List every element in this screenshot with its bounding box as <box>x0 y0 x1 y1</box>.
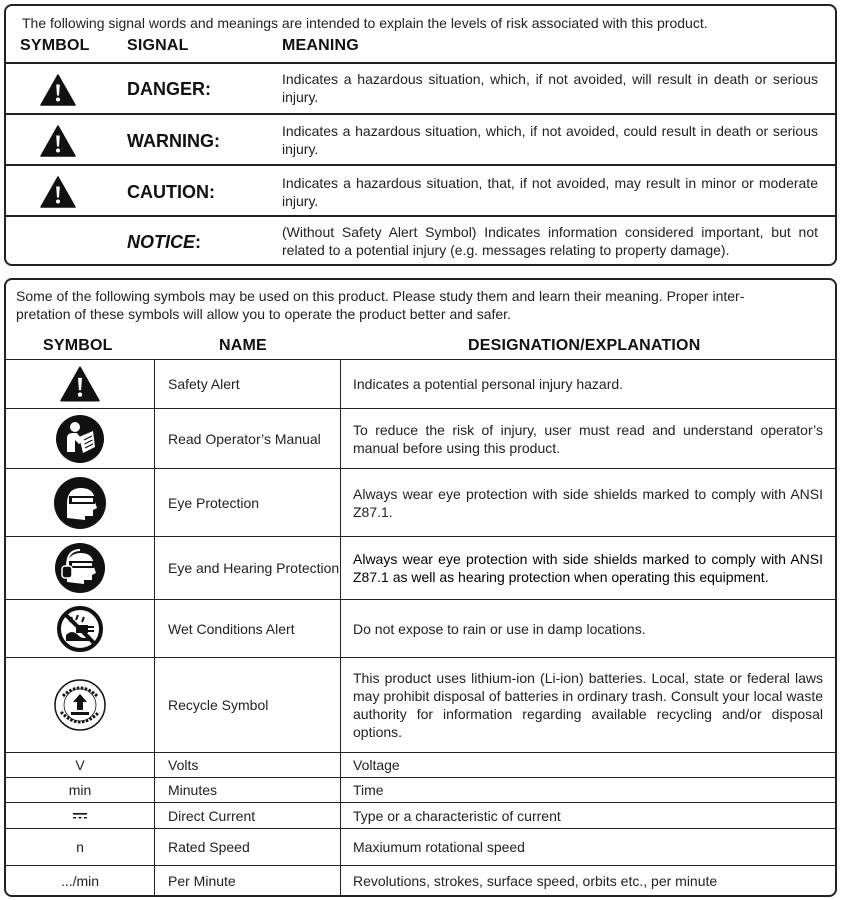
symbols-intro: Some of the following symbols may be used on this product. Please study them and learn their meaning. Proper inter- pretation of these symbols will allow you to operate the product better and safer. <box>16 288 745 322</box>
symbols-table <box>6 359 835 897</box>
signal-word-notice: NOTICE: <box>127 232 202 252</box>
signal-meaning-notice: (Without Safety Alert Symbol) Indicates information considered important, but not related to a potential injury (e.g. messages relating to property damage). <box>282 224 818 258</box>
symbol-name: Minutes <box>155 778 341 803</box>
symbols-header-symbol: SYMBOL <box>43 337 113 354</box>
signal-meaning-danger: Indicates a hazardous situation, which, if not avoided, will result in death or serious injury. <box>282 71 818 105</box>
signal-header-symbol: SYMBOL <box>20 37 90 54</box>
signal-row-notice <box>6 217 835 264</box>
symbol-name: Recycle Symbol <box>155 658 341 753</box>
symbol-text: n <box>6 829 155 866</box>
symbols-panel <box>4 278 837 897</box>
symbol-name: Safety Alert <box>155 360 341 409</box>
signal-word-caution: CAUTION: <box>127 182 215 202</box>
symbols-header-name: NAME <box>219 337 267 354</box>
symbol-name: Read Operator’s Manual <box>155 409 341 469</box>
read-manual-icon <box>55 414 105 464</box>
symbol-text: min <box>6 778 155 803</box>
eye-hearing-protection-icon <box>54 542 106 594</box>
warning-triangle-icon <box>40 176 76 208</box>
symbols-header-designation: DESIGNATION/EXPLANATION <box>468 337 701 354</box>
table-row <box>6 469 835 537</box>
recycle-seal-icon <box>53 678 107 732</box>
signal-word-warning: WARNING: <box>127 131 220 151</box>
warning-triangle-icon <box>60 366 100 402</box>
symbol-name: Per Minute <box>155 866 341 897</box>
table-row <box>6 658 835 753</box>
symbol-designation: Always wear eye protection with side shields marked to comply with ANSI Z87.1. <box>341 469 836 537</box>
signal-row-caution <box>6 166 835 215</box>
symbol-designation: This product uses lithium-ion (Li-ion) batteries. Local, state or federal laws may prohibit disposal of batteries in ordinary trash. Consult your local waste authority for information regarding available recycling and/or disposal options. <box>341 658 836 753</box>
signal-word-danger: DANGER: <box>127 79 211 99</box>
symbol-designation: Time <box>341 778 836 803</box>
table-row <box>6 866 835 897</box>
signal-row-danger <box>6 64 835 113</box>
symbol-text: .../min <box>6 866 155 897</box>
signal-header-meaning: MEANING <box>282 37 359 54</box>
symbol-designation: Revolutions, strokes, surface speed, orbits etc., per minute <box>341 866 836 897</box>
signal-intro: The following signal words and meanings are intended to explain the levels of risk associated with this product. <box>22 15 708 31</box>
signal-words-panel <box>4 4 837 266</box>
symbol-name: Volts <box>155 753 341 778</box>
warning-triangle-icon <box>40 74 76 106</box>
symbol-name: Wet Conditions Alert <box>155 600 341 658</box>
table-row <box>6 753 835 778</box>
table-row <box>6 803 835 829</box>
table-row <box>6 409 835 469</box>
direct-current-icon <box>72 812 88 820</box>
symbol-text: V <box>6 753 155 778</box>
symbol-name: Direct Current <box>155 803 341 829</box>
symbol-name: Eye and Hearing Protection <box>155 537 341 600</box>
symbol-designation: Always wear eye protection with side shields marked to comply with ANSI Z87.1 as well as hearing protection when operating this equipment. <box>341 537 836 600</box>
table-row <box>6 600 835 658</box>
signal-row-warning <box>6 115 835 164</box>
table-row <box>6 778 835 803</box>
signal-meaning-caution: Indicates a hazardous situation, that, if not avoided, may result in minor or moderate injury. <box>282 175 818 209</box>
symbol-designation: Type or a characteristic of current <box>341 803 836 829</box>
symbol-designation: To reduce the risk of injury, user must read and understand operator’s manual before using this product. <box>341 409 836 469</box>
symbol-name: Eye Protection <box>155 469 341 537</box>
symbol-designation: Do not expose to rain or use in damp locations. <box>341 600 836 658</box>
wet-conditions-icon <box>56 605 104 653</box>
signal-meaning-warning: Indicates a hazardous situation, which, if not avoided, could result in death or serious injury. <box>282 123 818 157</box>
table-row <box>6 829 835 866</box>
symbol-designation: Voltage <box>341 753 836 778</box>
table-row <box>6 360 835 409</box>
signal-header-signal: SIGNAL <box>127 37 189 54</box>
symbol-name: Rated Speed <box>155 829 341 866</box>
warning-triangle-icon <box>40 125 76 157</box>
symbol-designation: Maxiumum rotational speed <box>341 829 836 866</box>
eye-protection-icon <box>53 476 107 530</box>
table-row <box>6 537 835 600</box>
symbol-designation: Indicates a potential personal injury hazard. <box>341 360 836 409</box>
